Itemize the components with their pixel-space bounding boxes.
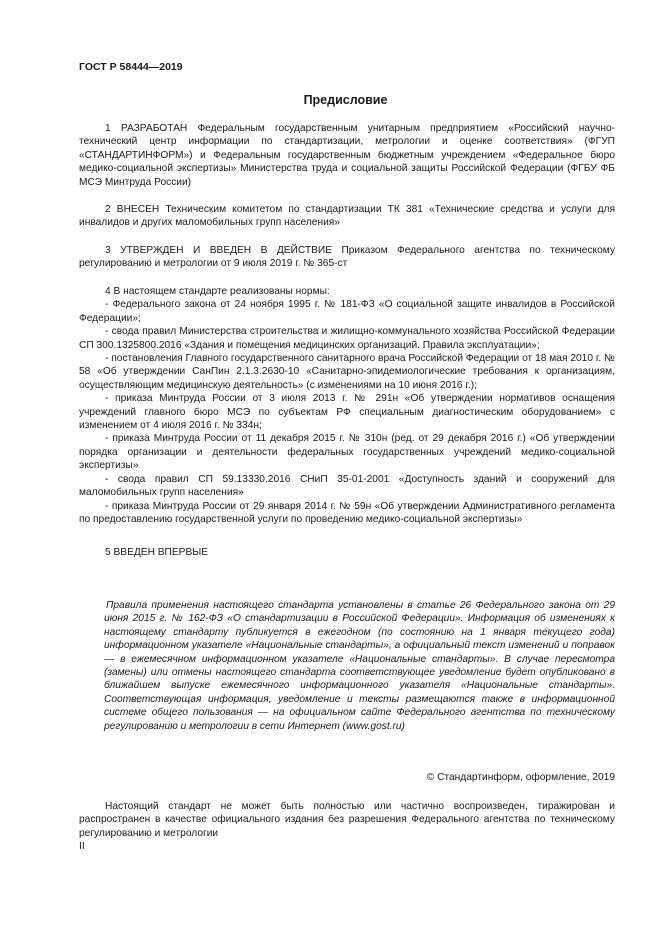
list-item: - свода правил СП 59.13330.2016 СНиП 35-01-2001 «Доступность зданий и сооружений для маломобильных групп населения» bbox=[79, 473, 615, 499]
section-3-text: 3 УТВЕРЖДЕН И ВВЕДЕН В ДЕЙСТВИЕ Приказом Федерального агентства по техническому регулированию и метрологии от 9 июля 2019 г. № 365-ст bbox=[79, 245, 615, 270]
section-5-text: 5 ВВЕДЕН ВПЕРВЫЕ bbox=[105, 547, 209, 558]
section-2-text: 2 ВНЕСЕН Техническим комитетом по стандартизации ТК 381 «Технические средства и услуги для инвалидов и других маломобильных групп населения» bbox=[79, 204, 615, 229]
rights-notice: Настоящий стандарт не может быть полностью или частично воспроизведен, тиражирован и распространен в качестве официального издания без разрешения Федерального агентства по техническому регулированию и метрологии bbox=[79, 801, 615, 839]
list-item: - приказа Минтруда России от 11 декабря 2015 г. № 310н (ред. от 29 декабря 2016 г.) «Об утверждении порядка организации и деятельности федеральных государственных учреждений медико-социальной экспертизы» bbox=[79, 433, 615, 472]
section-1-text: 1 РАЗРАБОТАН Федеральным государственным унитарным предприятием «Российский научно-технический центр информации по стандартизации, метрологии и оценке соответствия» (ФГУП «СТАНДАРТИНФОРМ») и Федеральным государственным бюджетным учреждением «Федеральное бюро медико-социальной экспертизы» Министерства труда и социальной защиты Российской Федерации (ФГБУ ФБ МСЭ Минтруда России) bbox=[79, 123, 615, 188]
section-5 bbox=[79, 546, 615, 559]
list-item: - свода правил Министерства строительства и жилищно-коммунального хозяйства Российской Федерации СП 300.1325800.2016 «Здания и помещения медицинских организаций. Правила эксплуатации»; bbox=[79, 326, 615, 351]
usage-note: Правила применения настоящего стандарта установлены в статье 26 Федерального закона от 29 июня 2015 г. № 162-ФЗ «О стандартизации в Российской Федерации». Информация об изменениях к настоящему стандарту публикуется в ежегодном (по состоянию на 1 января текущего года) информационном указателе «Национальные стандарты», а официальный текст изменений и поправок — в ежемесячном информационном указателе «Национальные стандарты». В случае пересмотра (замены) или отмены настоящего стандарта соответствующее уведомление будет опубликовано в ближайшем выпуске ежемесячного информационного указателя «Национальные стандарты». Соответствующая информация, уведомление и тексты размещаются также в информационной системе общего пользования — на официальном сайте Федерального агентства по техническому регулированию и метрологии в сети Интернет (www.gost.ru) bbox=[104, 600, 615, 732]
section-3 bbox=[79, 244, 615, 271]
section-4-intro: 4 В настоящем стандарте реализованы нормы: bbox=[105, 286, 330, 297]
standard-code: ГОСТ Р 58444—2019 bbox=[79, 61, 183, 73]
list-item: - постановления Главного государственного санитарного врача Российской Федерации от 18 мая 2010 г. № 58 «Об утверждении СанПин 2.1.3.2630-10 «Санитарно-эпидемиологические требования к организациям, осуществляющим медицинскую деятельность» (с изменениями на 10 июня 2016 г.); bbox=[79, 353, 615, 391]
page-number: II bbox=[79, 841, 85, 852]
page-title: Предисловие bbox=[303, 93, 388, 107]
section-1 bbox=[79, 122, 615, 189]
list-item: - приказа Минтруда России от 3 июля 2013 г. № 291н «Об утверждении нормативов оснащения учреждений главного бюро МСЭ по субъектам РФ специальным диагностическим оборудованием» с изменением от 4 июля 2016 г. № 334н; bbox=[79, 393, 615, 432]
list-item: - приказа Минтруда России от 29 января 2014 г. № 59н «Об утверждении Административного регламента по предоставлению государственной услуги по проведению медико-социальной экспертизы» bbox=[79, 500, 615, 525]
section-4 bbox=[79, 285, 615, 526]
copyright: © Стандартинформ, оформление, 2019 bbox=[426, 772, 615, 783]
section-2 bbox=[79, 203, 615, 230]
list-item: - Федерального закона от 24 ноября 1995 г. № 181-ФЗ «О социальной защите инвалидов в Российской Федерации»; bbox=[79, 299, 615, 324]
